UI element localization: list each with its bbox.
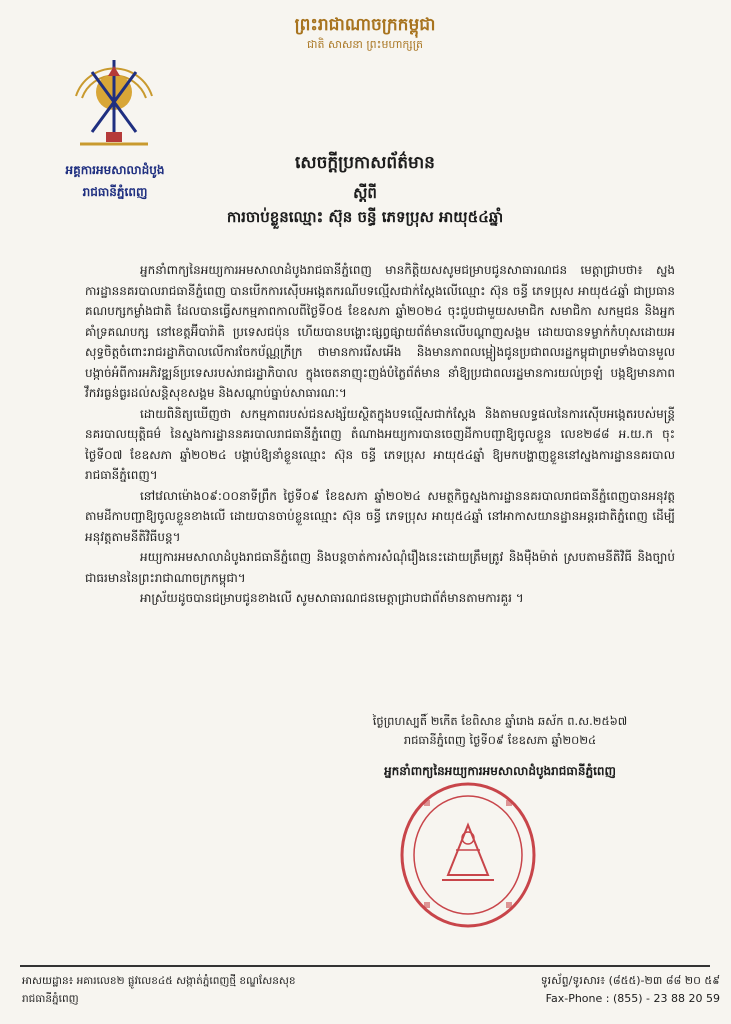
document-title: សេចក្តីប្រកាសព័ត៌មាន (295, 153, 435, 173)
official-seal-icon (398, 780, 538, 930)
phone-kh: ទូរស័ព្ទ/ទូរសារ៖ (៨៥៥)-២៣ ៨៨ ២០ ៥៩ (540, 974, 720, 987)
signer-title: អ្នកនាំពាក្យនៃអយ្យការអមសាលាដំបូងរាជធានីភ្នំពេញ (384, 764, 616, 778)
address-line: រាជធានីភ្នំពេញ (22, 993, 79, 1005)
solar-date: រាជធានីភ្នំពេញ ថ្ងៃទី០៩ ខែឧសភា ឆ្នាំ២០២៤ (403, 733, 597, 747)
national-motto: ជាតិ សាសនា ព្រះមហាក្សត្រ (307, 38, 423, 51)
body-paragraph: អ្នកនាំពាក្យនៃអយ្យការអមសាលាដំបូងរាជធានីភ្នំពេញ មានកិត្តិយសសូមជម្រាបជូនសាធារណជន មេត្តាជ្រាបថា៖ ស្នងការដ្ឋាននគរបាលរាជធានីភ្នំពេញ បានបើកការស៊ើបអង្កេតករណីបទល្មើសជាក់ស្តែងលើឈ្មោះ ស៊ុន ចន្ធី ភេទប្រុស អាយុ៥៤ឆ្នាំ ជាប្រធានគណបក្សកម្លាំងជាតិ ដែលបានធ្វើសកម្មភាពកាលពីថ្ងៃទី០៥ ខែឧសភា ឆ្នាំ២០២៤ ចុះជួបជាមួយសមាជិក សមាជិកា សកម្មជន និងអ្នកគាំទ្រគណបក្ស នៅខេត្តអ៊ីបារ៉ាគិ ប្រទេសជប៉ុន ហើយបានបង្ហោះផ្សព្វផ្សាយព័ត៌មានលើបណ្តាញសង្គម ដោយបានទម្លាក់កំហុសដោយអសុទ្ធចិត្តចំពោះរាជរដ្ឋាភិបាលលើការចែកប័ណ្ណក្រីក្រ ថាមានការរើសអើង និងមានភាពលម្អៀងជូនប្រជាពលរដ្ឋកម្ពុជាព្រមទាំងបានមួលបង្កាច់អំពីការអភិវឌ្ឍន៍ប្រទេសរបស់រាជរដ្ឋាភិបាល ក្នុងចេតនាញុះញង់បំភ្លៃព័ត៌មាន នាំឱ្យប្រជាពលរដ្ឋមានការយល់ច្រឡំ បង្កឱ្យមានភាពវឹកវរធ្ងន់ធ្ងរដល់សន្តិសុខសង្គម និងសណ្តាប់ធ្នាប់សាធារណៈ។ (85, 263, 675, 400)
body-paragraph: អយ្យការអមសាលាដំបូងរាជធានីភ្នំពេញ និងបន្តចាត់ការសំណុំរឿងនេះដោយត្រឹមត្រូវ និងម៉ឺងម៉ាត់ ស្របតាមនីតិវិធី និងច្បាប់ជាធរមាននៃព្រះរាជាណាចក្រកម្ពុជា។ (85, 550, 675, 585)
org-name-line2: រាជធានីភ្នំពេញ (82, 185, 148, 199)
document-subject-label: ស្តីពី (353, 184, 377, 202)
document-subject: ការចាប់ខ្លួនឈ្មោះ ស៊ុន ចន្ធី ភេទប្រុស អាយុ៥៤ឆ្នាំ (226, 208, 504, 226)
emblem-icon (62, 36, 166, 160)
document-body (85, 260, 675, 609)
footer-divider (20, 965, 710, 967)
org-name-line1: អគ្គការអមសាលាដំបូង (65, 163, 165, 177)
kingdom-heading: ព្រះរាជាណាចក្រកម្ពុជា (294, 15, 436, 35)
phone-en: Fax-Phone : (855) - 23 88 20 59 (545, 992, 720, 1005)
body-paragraph: ដោយពិនិត្យឃើញថា សកម្មភាពរបស់ជនសង្ស័យស្ថិតក្នុងបទល្មើសជាក់ស្តែង និងតាមលទ្ធផលនៃការស៊ើបអង្កេតរបស់មន្រ្តីនគរបាលយុត្តិធម៌ នៃស្នងការដ្ឋាននគរបាលរាជធានីភ្នំពេញ តំណាងអយ្យការបានចេញដីកាបញ្ជាឱ្យចូលខ្លួន លេខ២៨៨ អ.យ.ក ចុះថ្ងៃទី០៧ ខែឧសភា ឆ្នាំ២០២៤ បង្គាប់ឱ្យនាំខ្លួនឈ្មោះ ស៊ុន ចន្ធី ភេទប្រុស អាយុ៥៤ឆ្នាំ ឱ្យមកបង្ហាញខ្លួននៅស្នងការដ្ឋាននគរបាលរាជធានីភ្នំពេញ។ (85, 406, 675, 482)
address-line: អាសយដ្ឋាន៖ អគារលេខ២ ផ្លូវលេខ៤៥ សង្កាត់ភ្នំពេញថ្មី ខណ្ឌសែនសុខ (22, 975, 296, 987)
body-paragraph: អាស្រ័យដូចបានជម្រាបជូនខាងលើ សូមសាធារណជនមេត្តាជ្រាបជាព័ត៌មានតាមការគួរ ។ (140, 591, 524, 605)
footer-contact (430, 972, 720, 1008)
body-paragraph: នៅវេលាម៉ោង០៩:០០នាទីព្រឹក ថ្ងៃទី០៩ ខែឧសភា ឆ្នាំ២០២៤ សមត្ថកិច្ចស្នងការដ្ឋាននគរបាលរាជធានីភ្នំពេញបានអនុវត្តតាមដីកាបញ្ជាឱ្យចូលខ្លួនខាងលើ ដោយបានចាប់ខ្លួនឈ្មោះ ស៊ុន ចន្ធី ភេទប្រុស អាយុ៥៤ឆ្នាំ នៅអាកាសយានដ្ឋានអន្តរជាតិភ្នំពេញ ដើម្បីអនុវត្តតាមនីតិវិធីបន្ត។ (85, 488, 675, 544)
dateline (330, 712, 670, 750)
lunar-date: ថ្ងៃព្រហស្បតិ៍ ២កើត ខែពិសាខ ឆ្នាំរោង ឆស័ក ព.ស.២៥៦៧ (372, 714, 628, 728)
footer-address (22, 972, 442, 1008)
